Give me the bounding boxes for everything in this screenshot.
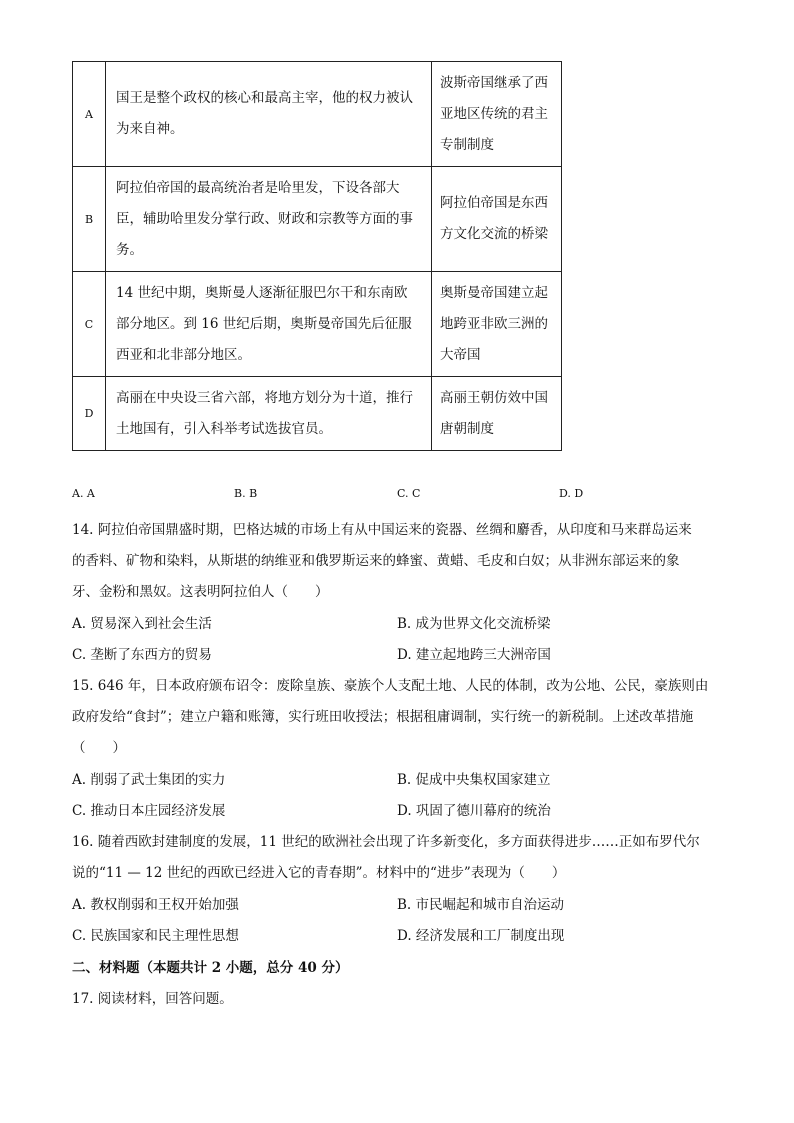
row-description: 阿拉伯帝国的最高统治者是哈里发，下设各部大 臣，辅助哈里发分掌行政、财政和宗教等方面的事 务。 xyxy=(106,167,432,272)
q15-option-c[interactable]: C. 推动日本庄园经济发展 xyxy=(72,803,226,819)
q16-stem-line: 说的“11 — 12 世纪的西欧已经进入它的青春期”。材料中的“进步”表现为（ ） xyxy=(72,865,566,881)
q14-option-a[interactable]: A. 贸易深入到社会生活 xyxy=(72,616,212,632)
row-label: C xyxy=(73,272,106,377)
row-label: D xyxy=(73,377,106,451)
row-description: 国王是整个政权的核心和最高主宰，他的权力被认 为来自神。 xyxy=(106,62,432,167)
q16-option-d[interactable]: D. 经济发展和工厂制度出现 xyxy=(397,928,565,944)
q14-option-b[interactable]: B. 成为世界文化交流桥梁 xyxy=(397,616,551,632)
q16-stem-line: 16. 随着西欧封建制度的发展，11 世纪的欧洲社会出现了许多新变化，多方面获得进步……正如布罗代尔 xyxy=(72,834,700,850)
table-row xyxy=(73,62,562,167)
row-description: 14 世纪中期，奥斯曼人逐渐征服巴尔干和东南欧 部分地区。到 16 世纪后期，奥斯曼帝国先后征服 西亚和北非部分地区。 xyxy=(106,272,432,377)
q14-option-d[interactable]: D. 建立起地跨三大洲帝国 xyxy=(397,647,551,663)
q14-option-c[interactable]: C. 垄断了东西方的贸易 xyxy=(72,647,212,663)
q14-stem-line: 的香料、矿物和染料，从斯堪的纳维亚和俄罗斯运来的蜂蜜、黄蜡、毛皮和白奴；从非洲东部运来的象 xyxy=(72,553,680,569)
q14-stem-line: 牙、金粉和黑奴。这表明阿拉伯人（ ） xyxy=(72,584,329,600)
q16-option-c[interactable]: C. 民族国家和民主理性思想 xyxy=(72,928,239,944)
row-conclusion: 波斯帝国继承了西 亚地区传统的君主 专制制度 xyxy=(432,62,562,167)
q15-option-d[interactable]: D. 巩固了德川幕府的统治 xyxy=(397,803,551,819)
q16-option-b[interactable]: B. 市民崛起和城市自治运动 xyxy=(397,897,565,913)
option-b[interactable]: B. B xyxy=(234,487,258,500)
q14-stem-line: 14. 阿拉伯帝国鼎盛时期，巴格达城的市场上有从中国运来的瓷器、丝绸和麝香，从印度和马来群岛运来 xyxy=(72,522,692,538)
row-conclusion: 高丽王朝仿效中国 唐朝制度 xyxy=(432,377,562,451)
q15-stem-line: （ ） xyxy=(72,740,126,756)
option-d[interactable]: D. D xyxy=(559,487,584,500)
options-table xyxy=(72,61,562,451)
row-conclusion: 阿拉伯帝国是东西 方文化交流的桥梁 xyxy=(432,167,562,272)
row-description: 高丽在中央设三省六部，将地方划分为十道，推行 土地国有，引入科举考试选拔官员。 xyxy=(106,377,432,451)
q15-option-b[interactable]: B. 促成中央集权国家建立 xyxy=(397,772,551,788)
q15-stem-line: 政府发给“食封”；建立户籍和账簿，实行班田收授法；根据租庸调制，实行统一的新税制。上述改革措施 xyxy=(72,709,694,725)
table-row xyxy=(73,167,562,272)
section-heading: 二、材料题（本题共计 2 小题，总分 40 分） xyxy=(72,960,349,976)
option-c[interactable]: C. C xyxy=(397,487,421,500)
q17-stem: 17. 阅读材料，回答问题。 xyxy=(72,991,233,1007)
q15-stem-line: 15. 646 年，日本政府颁布诏令：废除皇族、豪族个人支配土地、人民的体制，改为公地、公民，豪族则由 xyxy=(72,678,709,694)
row-label: A xyxy=(73,62,106,167)
q15-option-a[interactable]: A. 削弱了武士集团的实力 xyxy=(72,772,226,788)
row-conclusion: 奥斯曼帝国建立起 地跨亚非欧三洲的 大帝国 xyxy=(432,272,562,377)
table-row xyxy=(73,272,562,377)
table-row xyxy=(73,377,562,451)
q16-option-a[interactable]: A. 教权削弱和王权开始加强 xyxy=(72,897,239,913)
option-a[interactable]: A. A xyxy=(72,487,95,500)
row-label: B xyxy=(73,167,106,272)
